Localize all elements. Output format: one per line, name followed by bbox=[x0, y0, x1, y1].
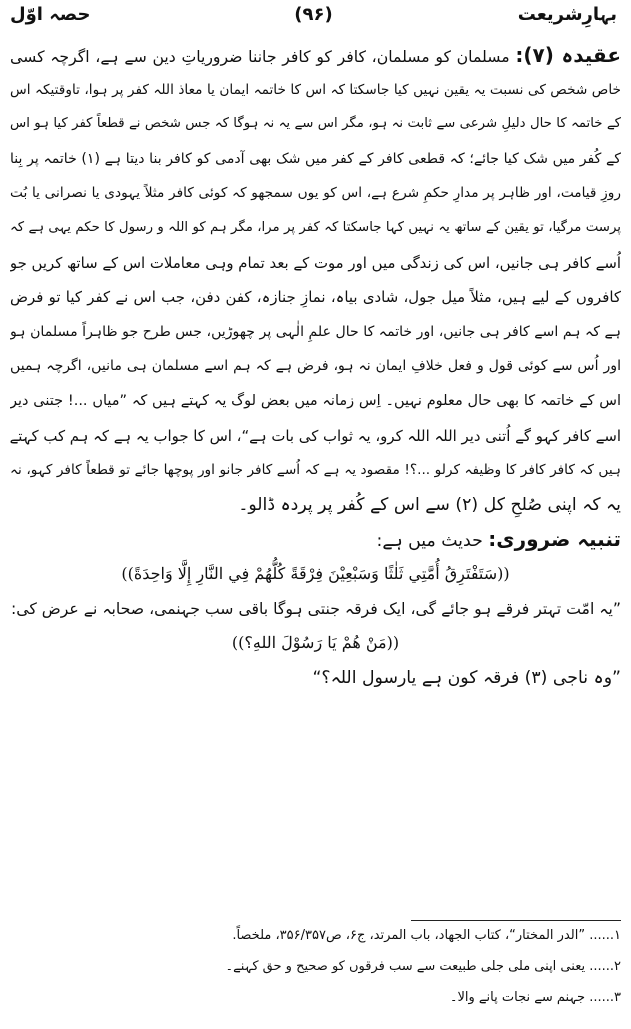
text-line: کافروں کے لیے ہیں، مثلاً میل جول، شادی بیاہ، نمازِ جنازہ، کفن دفن، جب اس نے کفر کیا تو فرض bbox=[10, 288, 621, 307]
hadith-translation: ”یہ امّت تہتر فرقے ہو جائے گی، ایک فرقہ جنتی ہوگا باقی سب جہنمی، صحابہ نے عرض کی: bbox=[10, 598, 621, 618]
page-header bbox=[10, 4, 617, 34]
page-body bbox=[10, 38, 621, 695]
text-line: اس کے خاتمہ کا بھی حال معلوم نہیں۔ اِس زمانہ میں بعض لوگ یہ کہتے ہیں کہ ”میاں ...! جتنی دیر bbox=[10, 392, 621, 409]
line-text: مسلمان کو مسلمان، کافر کو کافر جاننا ضروریاتِ دین سے ہے، اگرچہ کسی bbox=[10, 47, 510, 66]
paragraph-heading: عقیدہ (۷): bbox=[515, 43, 621, 67]
part-label: حصہ اوّل bbox=[10, 4, 91, 25]
footnote-3: ۳...... جہنم سے نجات پانے والا۔ bbox=[449, 990, 621, 1005]
question-translation: ”وہ ناجی (۳) فرقہ کون ہے یارسول اللہ؟“ bbox=[312, 667, 621, 688]
notice-heading: تنبیہ ضروری: bbox=[488, 527, 621, 552]
footnote-1: ۱...... ”الدر المختار“، کتاب الجھاد، باب المرتد، ج۶، ص۳۵۶/۳۵۷، ملخصاً. bbox=[232, 928, 621, 943]
text-line: پرست مرگیا، تو یقین کے ساتھ یہ نہیں کہا جاسکتا کہ کفر پر مرا، مگر ہم کو اللہ و رسول کا حکم یہی ہے کہ bbox=[10, 219, 621, 235]
footnote-2: ۲...... یعنی اپنی ملی جلی طبیعت سے سب فرقوں کو صحیح و حق کہنے۔ bbox=[225, 959, 621, 974]
notice-line bbox=[10, 522, 621, 557]
text-line: کے خاتمہ کا حال دلیلِ شرعی سے ثابت نہ ہو، مگر اس سے یہ نہ ہوگا کہ جس شخص نے قطعاً کفر کیا ہو اس bbox=[10, 116, 621, 132]
page-number: (۹۶) bbox=[294, 4, 333, 25]
notice-intro: حدیث میں ہے: bbox=[376, 531, 483, 552]
text-line: یہ کہ اپنی صُلحِ کل (۲) سے اس کے کُفر پر پردہ ڈالو۔ bbox=[238, 494, 621, 515]
text-line: اُسے کافر ہی جانیں، اس کی زندگی میں اور موت کے بعد تمام وہی معاملات اس کے ساتھ کریں جو bbox=[10, 253, 621, 272]
footnote-divider bbox=[411, 920, 621, 921]
text-line: ہے کہ ہم اسے کافر ہی جانیں، اور خاتمہ کا حال علمِ الٰہی پر چھوڑیں، جس طرح جو ظاہراً مسلمان ہو bbox=[10, 323, 621, 340]
hadith-arabic: ((سَتَفْتَرِقُ أُمَّتِي ثَلٰثًا وَسَبْعِيْنَ فِرْقَةً كُلُّهُمْ فِي النَّارِ إِلَّا وَاحِدَةً)) bbox=[121, 563, 510, 583]
text-line: کے کُفر میں شک کیا جائے؛ کہ قطعی کافر کے کفر میں شک بھی آدمی کو کافر بنا دیتا ہے (۱) خاتمہ پر بِنا bbox=[10, 150, 621, 167]
text-line: روزِ قیامت، اور ظاہر پر مدارِ حکمِ شرع ہے، اس کو یوں سمجھو کہ کوئی کافر مثلاً یہودی یا نصرانی یا بُت bbox=[10, 185, 621, 202]
footnotes bbox=[10, 920, 621, 1013]
text-line: اور اُس سے کوئی قول و فعل خلافِ ایمان نہ ہو، فرض ہے کہ ہم اسے مسلمان ہی مانیں، اگرچہ ہمیں bbox=[10, 358, 621, 375]
book-title: بہارِشریعت bbox=[517, 4, 617, 25]
arabic-question: ((مَنْ هُمْ يَا رَسُوْلَ اللهِ؟)) bbox=[231, 633, 400, 653]
text-line bbox=[10, 38, 621, 73]
text-line: اسے کافر کہو گے اُتنی دیر اللہ اللہ کرو، یہ ثواب کی بات ہے“، اس کا جواب یہ ہے کہ ہم کب کہتے bbox=[10, 426, 621, 445]
text-line: ہیں کہ کافر کافر کا وظیفہ کرلو ...؟! مقصود یہ ہے کہ اُسے کافر جانو اور پوچھا جائے تو قطعاً کافر کہو، نہ bbox=[10, 462, 621, 479]
text-line: خاص شخص کی نسبت یہ یقین نہیں کیا جاسکتا کہ اس کا خاتمہ ایمان یا معاذ اللہ کفر پر ہوا، تاوقتیکہ اس bbox=[10, 81, 621, 98]
